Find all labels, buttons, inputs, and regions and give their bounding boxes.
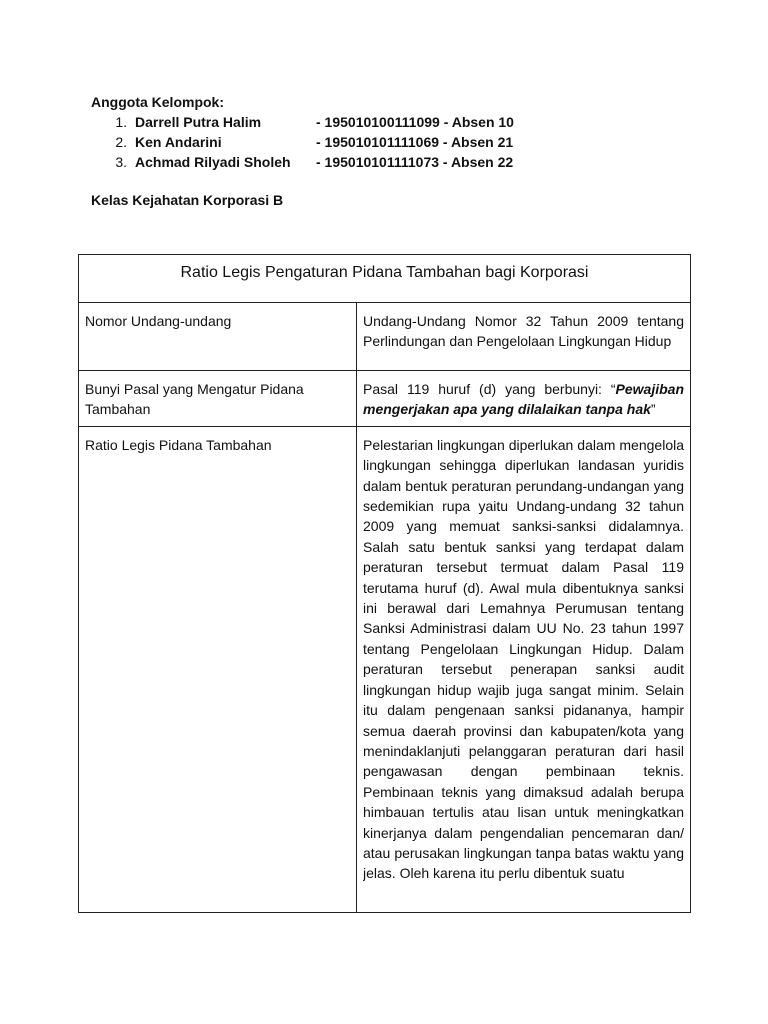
member-row <box>91 152 514 172</box>
member-detail: - 195010100111099 - Absen 10 <box>316 114 514 130</box>
table-header-row <box>79 255 691 303</box>
row-label-bunyi-pasal: Bunyi Pasal yang Mengatur Pidana Tambahan <box>79 371 357 427</box>
group-members-section <box>91 92 514 172</box>
member-name: Ken Andarini <box>135 134 222 150</box>
table-row <box>79 426 691 912</box>
table-row <box>79 371 691 427</box>
table-row <box>79 303 691 371</box>
member-number: 2. <box>115 134 127 150</box>
member-detail: - 195010101111073 - Absen 22 <box>316 154 514 170</box>
pasal-prefix: Pasal 119 huruf (d) yang berbunyi: “ <box>363 381 616 397</box>
table-title: Ratio Legis Pengaturan Pidana Tambahan bagi Korporasi <box>79 255 691 303</box>
row-value-bunyi-pasal <box>357 371 691 427</box>
pasal-suffix: ” <box>650 401 656 418</box>
row-label-ratio-legis: Ratio Legis Pidana Tambahan <box>79 426 357 912</box>
group-members-heading: Anggota Kelompok: <box>91 94 224 110</box>
row-label-nomor-uu: Nomor Undang-undang <box>79 303 357 371</box>
member-row <box>91 112 514 132</box>
member-detail: - 195010101111069 - Absen 21 <box>316 134 514 150</box>
member-number: 1. <box>115 114 127 130</box>
member-name: Darrell Putra Halim <box>135 114 262 130</box>
pasal-quote: Pewajiban mengerjakan apa yang dilalaikan tanpa hak <box>363 381 684 418</box>
ratio-legis-table <box>78 254 691 913</box>
member-name: Achmad Rilyadi Sholeh <box>135 154 291 170</box>
row-value-ratio-legis <box>357 426 691 912</box>
ratio-legis-text: Pelestarian lingkungan diperlukan dalam mengelola lingkungan sehingga diperlukan landasan yuridis dalam bentuk peraturan perundang-undangan yang sedemikian rupa yaitu Undang-undang 32 tahun 2009 yang memuat sanksi-sanksi didalamnya. Salah satu bentuk sanksi yang terdapat dalam peraturan tersebut termuat dalam Pasal 119 terutama huruf (d). Awal mula dibentuknya sanksi ini berawal dari Lemahnya Perumusan tentang Sanksi Administrasi dalam UU No. 23 tahun 1997 tentang Pengelolaan Lingkungan Hidup. Dalam peraturan tersebut penerapan sanksi audit lingkungan hidup wajib juga sangat minim. Selain itu dalam pengenaan sanksi pidananya, hampir semua daerah provinsi dan kabupaten/kota yang menindaklanjuti pelanggaran peraturan dari hasil pengawasan dengan pembinaan teknis. Pembinaan teknis yang dimaksud adalah berupa himbauan tertulis atau lisan untuk meningkatkan kinerjanya dalam pengendalian pencemaran dan/ atau perusakan lingkungan tanpa batas waktu yang jelas. Oleh karena itu perlu dibentuk suatu <box>363 436 684 882</box>
member-row <box>91 132 514 152</box>
row-value-nomor-uu: Undang-Undang Nomor 32 Tahun 2009 tentang Perlindungan dan Pengelolaan Lingkungan Hidup <box>357 303 691 371</box>
member-number: 3. <box>115 154 127 170</box>
class-name: Kelas Kejahatan Korporasi B <box>91 192 284 208</box>
